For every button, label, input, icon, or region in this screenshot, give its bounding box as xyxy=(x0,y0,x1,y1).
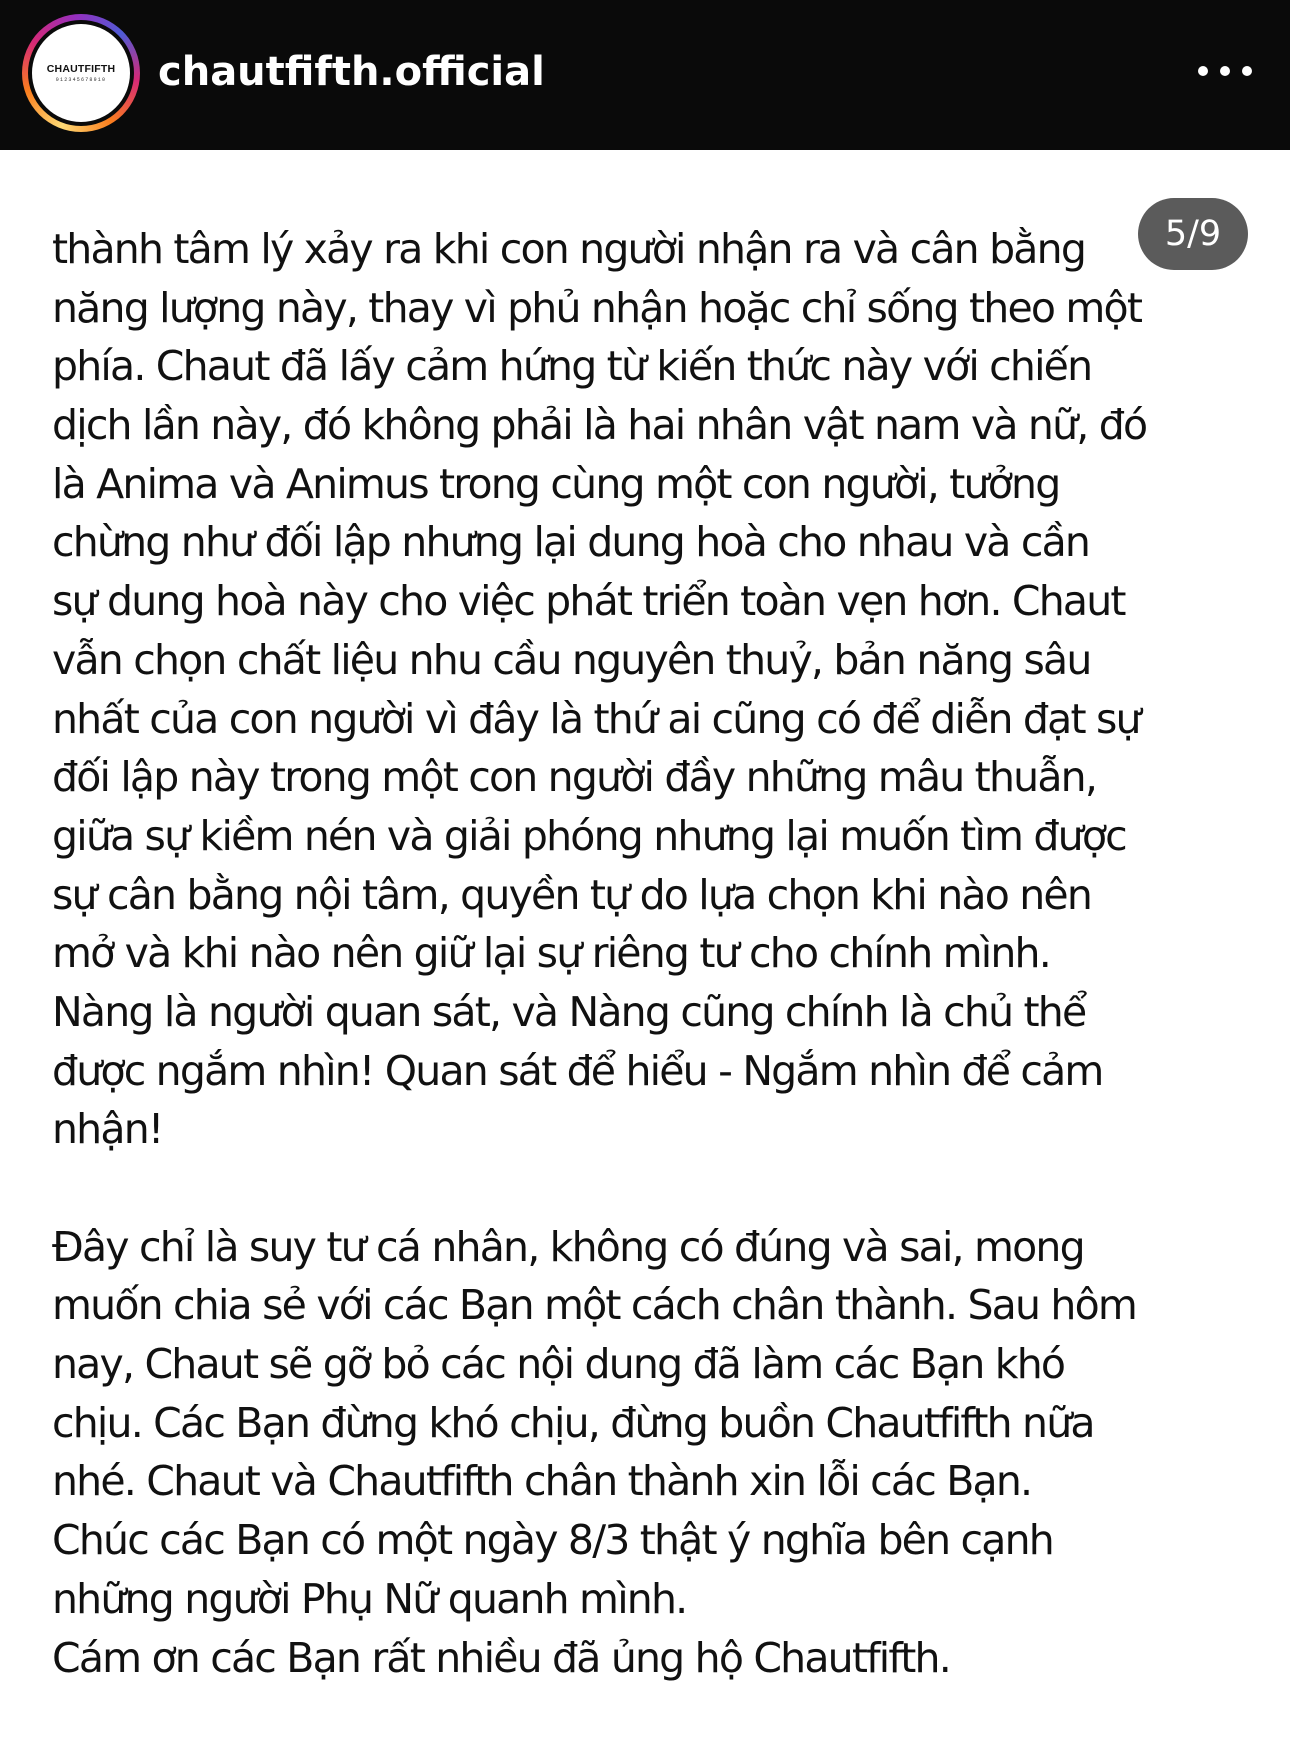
avatar-border xyxy=(28,20,134,126)
paragraph-gap xyxy=(52,1159,1252,1218)
text-line: chừng như đối lập nhưng lại dung hoà cho nhau và cần xyxy=(52,518,1090,567)
more-dot xyxy=(1242,66,1252,76)
carousel-page-indicator: 5/9 xyxy=(1138,198,1248,270)
text-line: vẫn chọn chất liệu nhu cầu nguyên thuỷ, bản năng sâu xyxy=(52,635,1091,684)
text-line: phía. Chaut đã lấy cảm hứng từ kiến thức này với chiến xyxy=(52,342,1092,391)
text-line: sự cân bằng nội tâm, quyền tự do lựa chọn khi nào nên xyxy=(52,870,1092,919)
more-dot xyxy=(1220,66,1230,76)
username-link[interactable]: chautfifth.official xyxy=(158,49,545,95)
avatar-logo xyxy=(32,24,130,122)
post-header xyxy=(0,0,1290,150)
text-line: sự dung hoà này cho việc phát triển toàn vẹn hơn. Chaut xyxy=(52,577,1125,626)
text-line: là Anima và Animus trong cùng một con người, tưởng xyxy=(52,459,1060,508)
text-line: chịu. Các Bạn đừng khó chịu, đừng buồn Chautfifth nữa xyxy=(52,1398,1094,1447)
text-line: nay, Chaut sẽ gỡ bỏ các nội dung đã làm các Bạn khó xyxy=(52,1340,1065,1389)
text-line: nhé. Chaut và Chautfifth chân thành xin lỗi các Bạn. xyxy=(52,1457,1032,1506)
avatar[interactable] xyxy=(22,14,140,132)
text-line: được ngắm nhìn! Quan sát để hiểu - Ngắm nhìn để cảm xyxy=(52,1046,1103,1095)
avatar-brand-text: CHAUTFIFTH xyxy=(46,63,116,75)
text-line: năng lượng này, thay vì phủ nhận hoặc chỉ sống theo một xyxy=(52,283,1142,332)
more-horizontal-icon[interactable] xyxy=(1198,56,1252,86)
avatar-sub-text: 012345678910 xyxy=(55,77,107,83)
paragraph-2 xyxy=(52,1218,1252,1688)
text-line: những người Phụ Nữ quanh mình. xyxy=(52,1574,687,1623)
text-line: Cám ơn các Bạn rất nhiều đã ủng hộ Chautfifth. xyxy=(52,1633,950,1682)
text-line: đối lập này trong một con người đầy những mâu thuẫn, xyxy=(52,753,1097,802)
post-content xyxy=(52,220,1252,1687)
text-line: giữa sự kiềm nén và giải phóng nhưng lại muốn tìm được xyxy=(52,811,1126,860)
text-line: dịch lần này, đó không phải là hai nhân vật nam và nữ, đó xyxy=(52,401,1147,450)
text-line: muốn chia sẻ với các Bạn một cách chân thành. Sau hôm xyxy=(52,1281,1137,1330)
text-line: Chúc các Bạn có một ngày 8/3 thật ý nghĩa bên cạnh xyxy=(52,1516,1053,1565)
text-line: Nàng là người quan sát, và Nàng cũng chính là chủ thể xyxy=(52,987,1086,1036)
paragraph-1 xyxy=(52,220,1252,1159)
text-line: Đây chỉ là suy tư cá nhân, không có đúng và sai, mong xyxy=(52,1222,1084,1271)
text-line: thành tâm lý xảy ra khi con người nhận ra và cân bằng xyxy=(52,225,1086,273)
text-line: mở và khi nào nên giữ lại sự riêng tư cho chính mình. xyxy=(52,929,1050,978)
more-dot xyxy=(1198,66,1208,76)
text-line: nhận! xyxy=(52,1105,163,1154)
text-line: nhất của con người vì đây là thứ ai cũng có để diễn đạt sự xyxy=(52,694,1140,743)
